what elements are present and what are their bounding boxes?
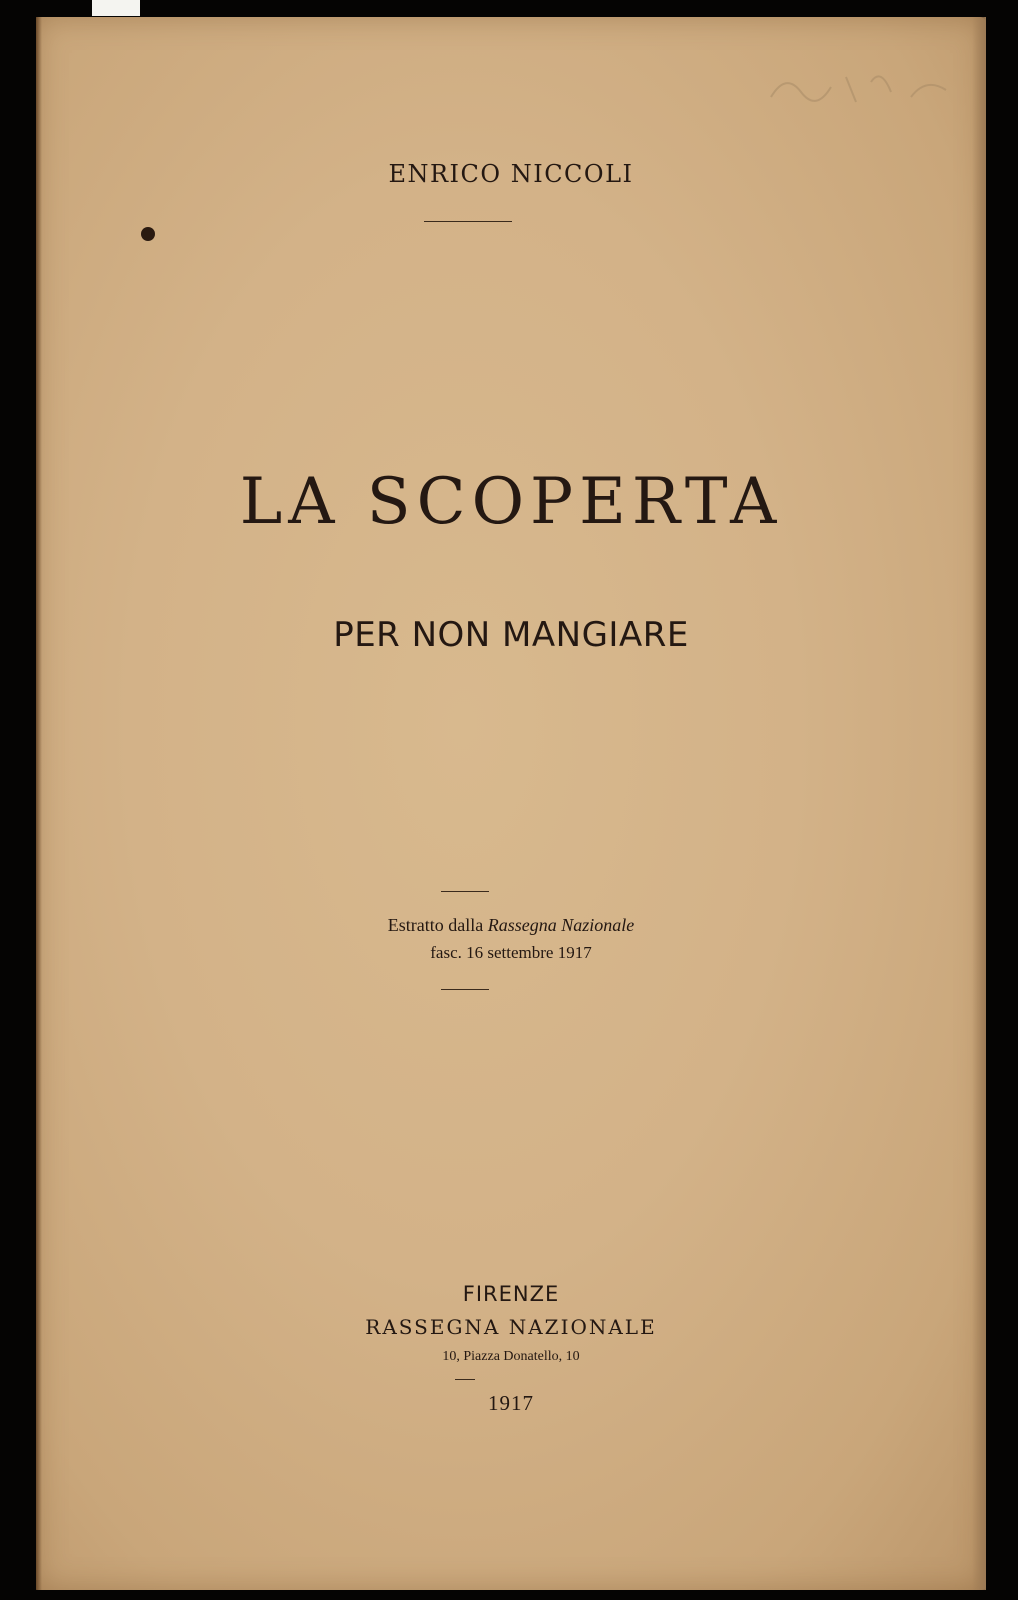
imprint-city: FIRENZE [462, 1282, 560, 1306]
author-name: ENRICO NICCOLI [388, 160, 634, 188]
imprint-address: 10, Piazza Donatello, 10 [442, 1349, 580, 1364]
book-cover [36, 17, 986, 1590]
extract-prefix: Estratto dalla [387, 915, 488, 935]
book-title: LA SCOPERTA [239, 465, 783, 539]
extract-bottom-rule [441, 989, 489, 990]
book-subtitle: PER NON MANGIARE [333, 615, 689, 655]
faded-handwriting-mark [761, 62, 961, 112]
author-rule [424, 221, 512, 222]
imprint-publisher: RASSEGNA NAZIONALE [365, 1315, 657, 1339]
issue-note: fasc. 16 settembre 1917 [430, 943, 592, 962]
extract-note [36, 915, 986, 936]
imprint-year: 1917 [488, 1391, 534, 1415]
extract-top-rule [441, 891, 489, 892]
imprint-rule [455, 1379, 475, 1380]
scan-marker-tab [92, 0, 140, 16]
ink-spot [141, 227, 155, 241]
journal-name: Rassegna Nazionale [487, 915, 635, 935]
